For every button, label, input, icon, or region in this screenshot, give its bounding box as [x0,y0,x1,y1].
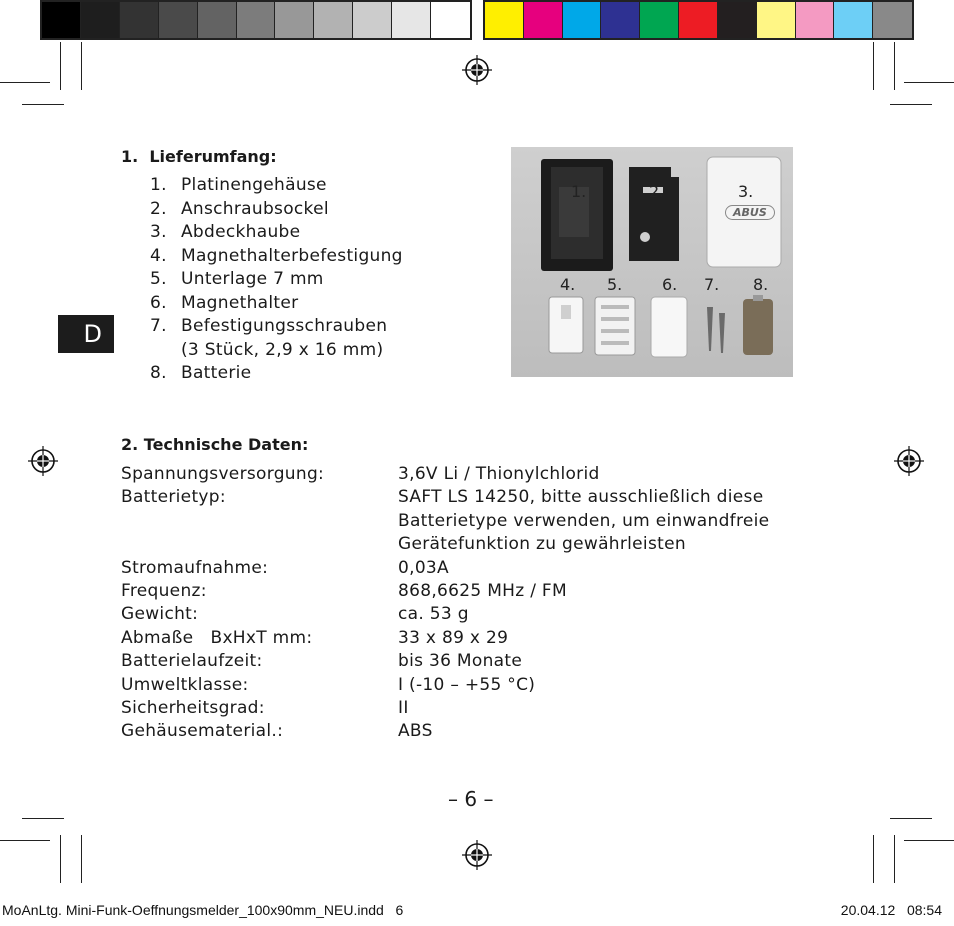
photo-label: 6. [662,275,678,294]
photo-label: 8. [753,275,769,294]
list-item-text: (3 Stück, 2,9 x 16 mm) [181,339,384,360]
list-item-text: Magnethalter [181,292,299,313]
spec-value: Batterietype verwenden, um einwandfreie [398,510,770,531]
spec-row [121,558,821,580]
crop-mark [904,840,954,841]
registration-mark-icon [462,840,492,870]
color-swatch [314,2,353,38]
color-swatch [485,2,524,38]
list-item-text: Magnethalterbefestigung [181,245,403,266]
crop-mark [60,835,61,883]
spec-value: ABS [398,721,433,742]
list-item [150,316,480,338]
color-swatch [275,2,314,38]
product-photo [511,147,793,377]
spec-label: Batterielaufzeit: [121,651,263,672]
spec-value: 868,6625 MHz / FM [398,581,567,601]
section-heading-technische-daten: 2. Technische Daten: [121,435,309,454]
spec-value: 0,03A [398,557,449,578]
list-item [150,293,480,315]
color-swatch [81,2,120,38]
spec-label: Sicherheitsgrad: [121,698,265,718]
photo-label: 7. [704,275,720,294]
registration-mark-icon [28,446,58,476]
spec-value: bis 36 Monate [398,651,523,672]
color-swatch [757,2,796,38]
color-swatch [392,2,431,38]
spec-row [121,628,821,650]
spec-value: 3,6V Li / Thionylchlorid [398,464,600,484]
spec-row [121,604,821,626]
spec-value: I (-10 – +55 °C) [398,674,536,695]
list-item [150,175,480,197]
spec-row [121,464,821,486]
spec-label: Abmaße BxHxT mm: [121,627,313,648]
registration-mark-icon [894,446,924,476]
color-bar-grayscale [40,0,472,40]
spec-row [121,651,821,673]
color-swatch [353,2,392,38]
color-swatch [873,2,912,38]
color-swatch [834,2,873,38]
spec-value: Gerätefunktion zu gewährleisten [398,534,686,555]
list-item-text: Abdeckhaube [181,222,301,242]
color-swatch [431,2,470,38]
color-swatch [524,2,563,38]
list-item-text: Anschraubsockel [181,198,329,219]
list-item-number: 4. [150,245,167,266]
list-item-text: Unterlage 7 mm [181,269,324,289]
color-swatch [601,2,640,38]
list-item-number: 3. [150,222,167,242]
spec-label: Batterietyp: [121,487,226,508]
spec-label: Spannungsversorgung: [121,464,325,484]
list-item [150,340,480,362]
color-swatch [198,2,237,38]
spec-label: Gewicht: [121,604,199,625]
list-item [150,269,480,291]
footer-datetime: 20.04.12 08:54 [840,902,942,918]
spec-label: Frequenz: [121,581,207,601]
color-swatch [679,2,718,38]
crop-mark [890,104,932,105]
color-swatch [640,2,679,38]
color-swatch [718,2,757,38]
spec-label: Gehäusematerial.: [121,721,284,742]
section-heading-lieferumfang: 1. Lieferumfang: [121,147,277,166]
crop-mark [890,818,932,819]
list-item [150,363,480,385]
color-swatch [159,2,198,38]
spec-row [121,487,821,509]
photo-label: 5. [607,275,623,294]
registration-mark-icon [462,55,492,85]
spec-value: ca. 53 g [398,604,469,625]
list-item [150,246,480,268]
crop-mark [22,104,64,105]
color-swatch [237,2,276,38]
crop-mark [81,42,82,90]
color-swatch [120,2,159,38]
photo-label: 4. [560,275,576,294]
spec-row [121,511,821,533]
color-swatch [563,2,602,38]
spec-value: 33 x 89 x 29 [398,627,509,648]
spec-value: II [398,698,409,718]
spec-row [121,534,821,556]
list-item-text: Befestigungsschrauben [181,316,388,336]
color-bar-process [483,0,914,40]
crop-mark [0,840,50,841]
list-item-number: 1. [150,175,167,195]
crop-mark [0,82,50,83]
list-item-number: 8. [150,363,167,383]
list-item-number: 2. [150,198,167,219]
spec-label: Umweltklasse: [121,674,249,695]
color-swatch [42,2,81,38]
spec-row [121,721,821,743]
spec-row [121,675,821,697]
list-item-number: 6. [150,292,167,313]
language-tab: D [58,315,114,353]
crop-mark [904,82,954,83]
crop-mark [22,818,64,819]
spec-value: SAFT LS 14250, bitte ausschließlich diese [398,487,764,508]
list-item [150,199,480,221]
color-swatch [796,2,835,38]
photo-label: 1. [571,182,587,201]
crop-mark [81,835,82,883]
spec-label: Stromaufnahme: [121,557,269,578]
crop-mark [873,42,874,90]
photo-label: 2. [649,182,665,201]
spec-row [121,581,821,603]
crop-mark [894,42,895,90]
photo-label: 3. [738,182,754,201]
footer-filename: MoAnLtg. Mini-Funk-Oeffnungsmelder_100x90mm_NEU.indd 6 [2,902,404,918]
list-item-number: 7. [150,316,167,336]
photo-brand-logo: ABUS [725,205,775,220]
page-number: – 6 – [448,787,494,811]
list-item-text: Batterie [181,363,252,383]
crop-mark [873,835,874,883]
list-item-number: 5. [150,269,167,289]
spec-row [121,698,821,720]
crop-mark [60,42,61,90]
list-item-text: Platinengehäuse [181,175,327,195]
list-item [150,222,480,244]
crop-mark [894,835,895,883]
